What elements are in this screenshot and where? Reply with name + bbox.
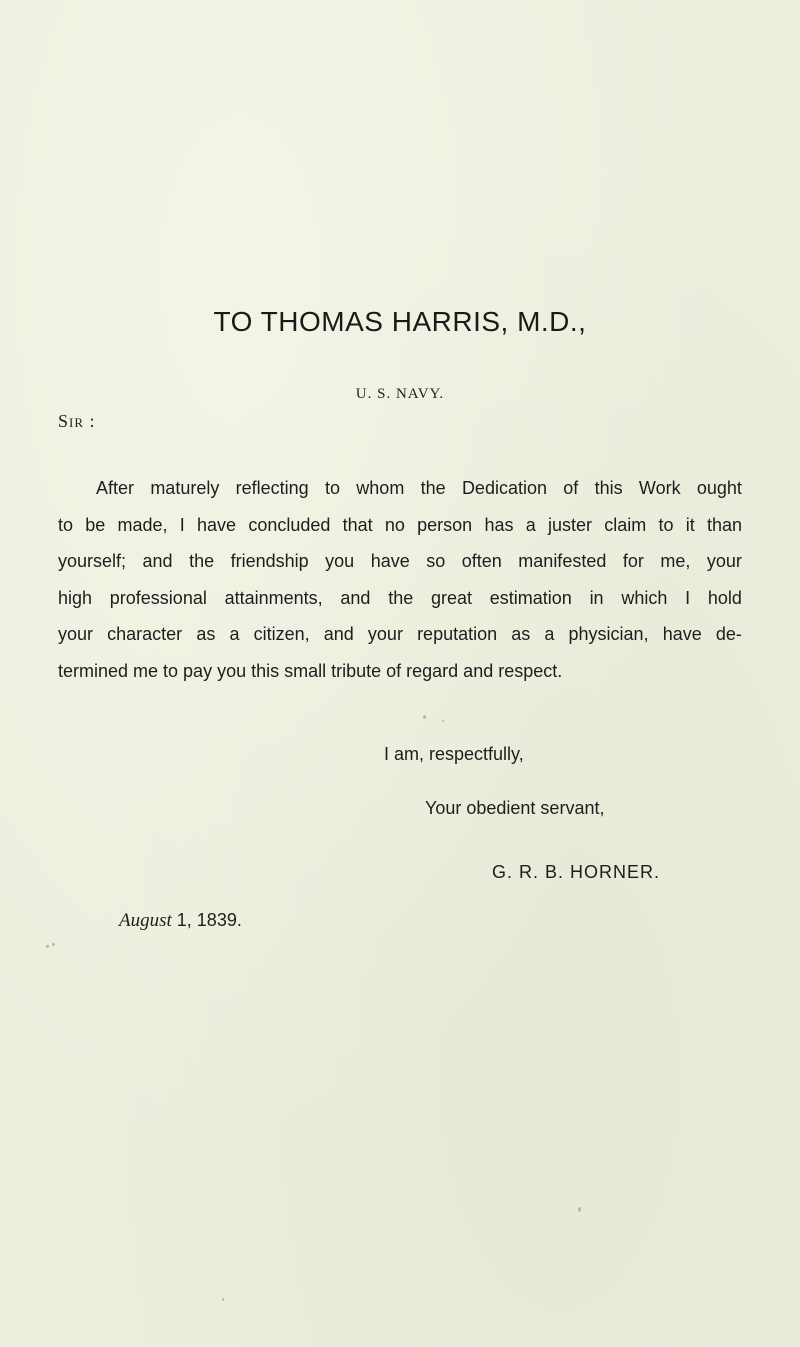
paragraph-line: termined me to pay you this small tribute of regard and respect.: [58, 660, 563, 681]
paragraph-word: a: [544, 624, 555, 644]
paragraph-word: concluded: [248, 514, 331, 535]
paragraph-word: this: [594, 478, 623, 498]
paragraph-word: you: [325, 551, 355, 571]
paragraph-word: de-: [715, 624, 742, 644]
paragraph-word: juster: [547, 514, 592, 535]
paragraph-word: than: [706, 514, 742, 535]
paragraph-word: to: [58, 514, 74, 535]
paragraph-line: [58, 551, 742, 588]
paragraph-word: and: [340, 587, 371, 608]
dedication-date: [119, 910, 242, 932]
paragraph-word: manifested: [518, 551, 607, 571]
paragraph-word: have: [197, 514, 237, 535]
date-day-year: 1, 1839.: [171, 910, 242, 930]
paper-speck: [578, 1207, 581, 1212]
dedication-heading: TO THOMAS HARRIS, M.D.,: [213, 306, 587, 337]
paragraph-word: and: [323, 624, 354, 644]
paragraph-word: has: [484, 514, 514, 535]
date-month: August: [119, 910, 172, 931]
salutation: Sir :: [58, 411, 96, 431]
dedication-subheading: U. S. NAVY.: [355, 386, 445, 402]
paragraph-word: it: [685, 514, 695, 535]
paragraph-word: in: [589, 587, 604, 608]
signature: G. R. B. HORNER.: [492, 862, 661, 882]
paragraph-word: no: [384, 514, 405, 535]
paragraph-word: whom: [356, 478, 405, 498]
paragraph-word: yourself;: [58, 551, 127, 571]
paragraph-word: estimation: [489, 587, 572, 608]
paragraph-word: citizen,: [253, 624, 310, 644]
paragraph-word: for: [622, 551, 644, 571]
paragraph-word: as: [196, 624, 216, 644]
paper-speck: [52, 943, 55, 946]
paragraph-word: ought: [696, 478, 742, 498]
paragraph-word: me,: [660, 551, 691, 571]
paragraph-word: and: [142, 551, 173, 571]
paragraph-word: high: [58, 587, 93, 608]
paragraph-line: [58, 478, 742, 515]
paragraph-word: often: [461, 551, 502, 571]
paragraph-line: [58, 515, 742, 552]
paper-speck: [442, 720, 444, 722]
paragraph-word: which: [621, 587, 668, 608]
paragraph-word: a: [229, 624, 240, 644]
paragraph-line: [58, 588, 742, 625]
paragraph-word: the: [420, 478, 446, 498]
paragraph-word: maturely: [150, 478, 220, 498]
paragraph-word: physician,: [568, 624, 649, 644]
paragraph-word: as: [511, 624, 531, 644]
paragraph-word: reputation: [417, 624, 498, 644]
closing-line: I am, respectfully,: [384, 744, 524, 764]
paragraph-word: great: [430, 587, 473, 608]
paragraph-word: Work: [638, 478, 681, 498]
paragraph-word: character: [107, 624, 183, 644]
paragraph-word: your: [58, 624, 94, 644]
paragraph-word: professional: [109, 587, 207, 608]
paragraph-word: be: [85, 514, 106, 535]
paper-speck: [423, 715, 426, 719]
paragraph-word: to: [658, 514, 674, 535]
paragraph-word: that: [342, 514, 373, 535]
paragraph-word: have: [370, 551, 410, 571]
paragraph-word: Dedication: [461, 478, 547, 498]
paragraph-word: I: [179, 514, 185, 535]
paragraph-word: hold: [707, 587, 742, 608]
paragraph-word: the: [189, 551, 215, 571]
paragraph-word: your: [367, 624, 403, 644]
valediction-line: Your obedient servant,: [425, 798, 605, 818]
paragraph-word: person: [417, 514, 473, 535]
paragraph-word: made,: [117, 514, 168, 535]
paper-speck: [46, 945, 49, 948]
paragraph-line: [58, 624, 742, 661]
paragraph-word: reflecting: [235, 478, 309, 498]
paragraph-word: After: [96, 478, 135, 498]
paragraph-word: so: [426, 551, 446, 571]
paragraph-word: have: [662, 624, 702, 644]
paragraph-word: a: [525, 514, 536, 535]
paragraph-word: friendship: [230, 551, 309, 571]
paragraph-word: to: [324, 478, 340, 498]
paragraph-word: the: [388, 587, 414, 608]
paragraph-word: of: [563, 478, 579, 498]
paragraph-word: claim: [604, 514, 647, 535]
dedication-paragraph: [58, 478, 742, 697]
paragraph-word: I: [685, 587, 691, 608]
paragraph-word: your: [706, 551, 742, 571]
paper-speck: [222, 1298, 224, 1301]
paragraph-word: attainments,: [224, 587, 323, 608]
